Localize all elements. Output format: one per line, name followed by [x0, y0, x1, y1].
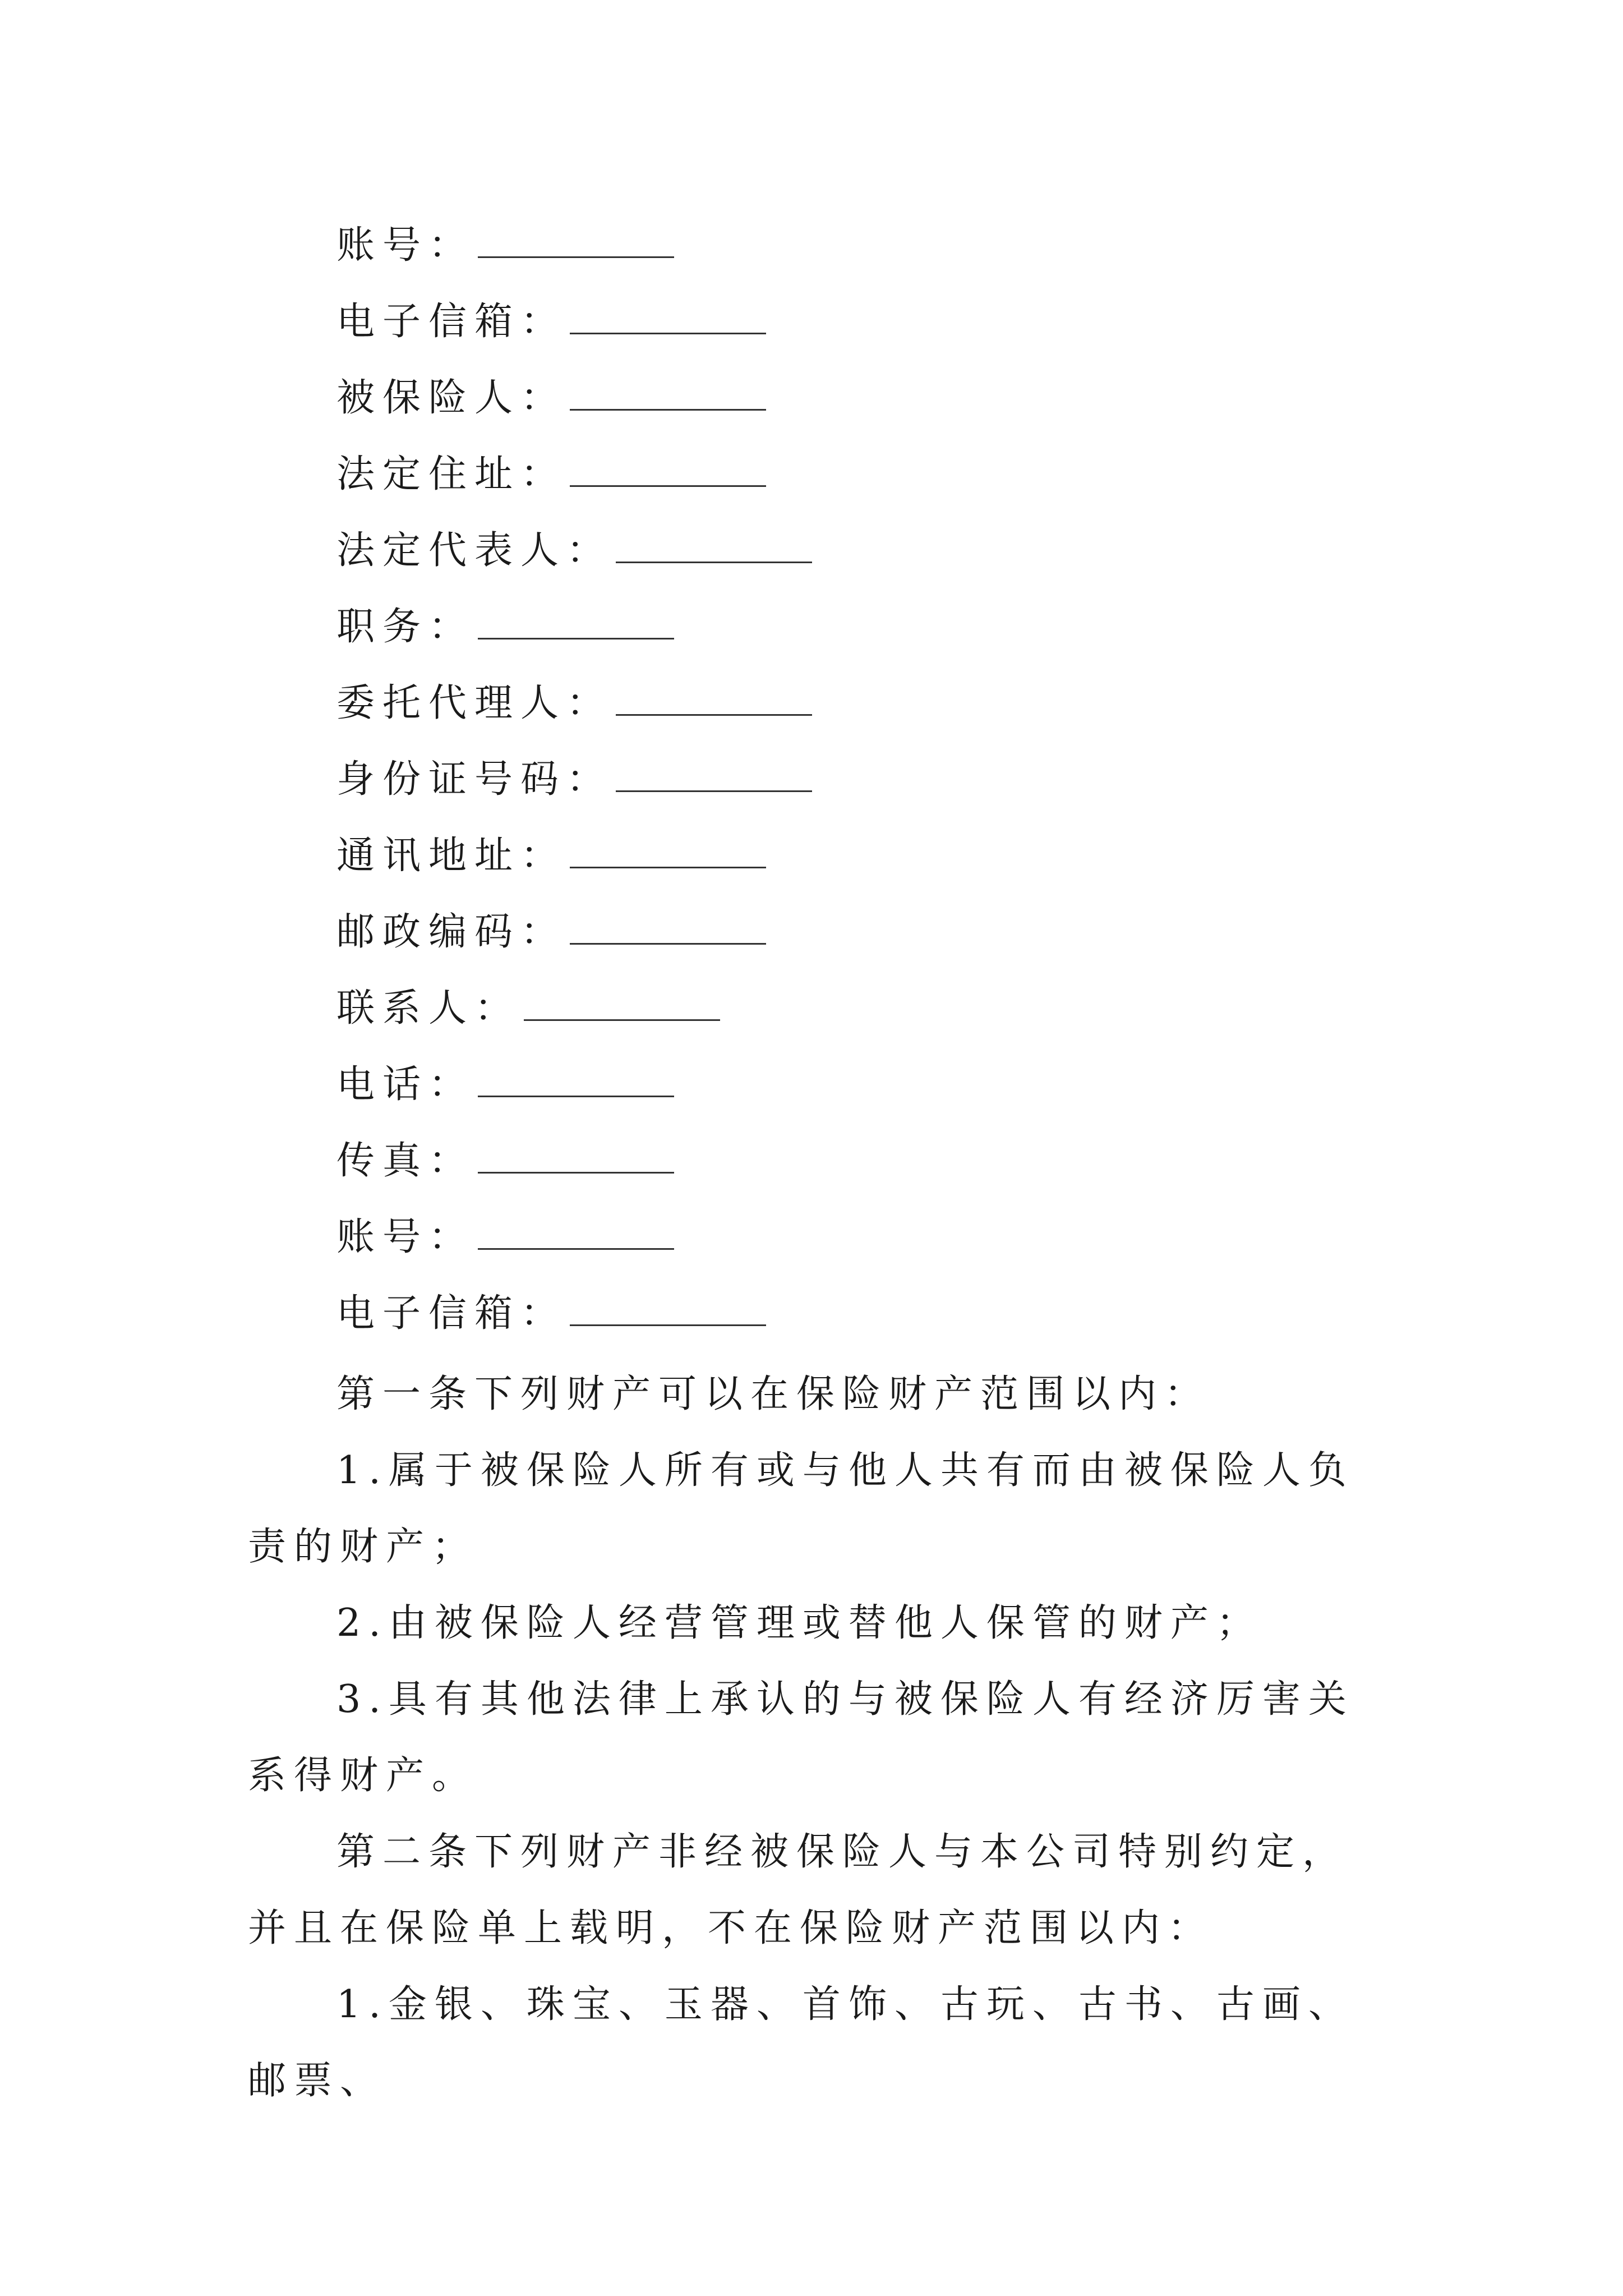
field-id-number: [336, 757, 812, 802]
field-label: 电子信箱：: [336, 300, 567, 344]
fill-in-blank[interactable]: [570, 301, 766, 334]
fill-in-blank[interactable]: [570, 912, 766, 945]
field-account: [336, 223, 674, 268]
fill-in-blank[interactable]: [478, 1064, 674, 1097]
field-authorized-agent: [336, 681, 812, 726]
field-position: [336, 605, 674, 650]
field-legal-representative: [336, 528, 812, 573]
fill-in-blank[interactable]: [616, 530, 812, 563]
fill-in-blank[interactable]: [616, 759, 812, 792]
fill-in-blank[interactable]: [478, 606, 674, 639]
clause-1-item-2: 2.由被保险人经营管理或替他人保管的财产；: [336, 1601, 1262, 1645]
field-label: 传真：: [336, 1139, 475, 1183]
fill-in-blank[interactable]: [478, 1217, 674, 1250]
field-label: 身份证号码：: [336, 757, 613, 802]
field-legal-address: [336, 452, 766, 497]
field-email: [336, 300, 766, 344]
field-mailing-address: [336, 834, 766, 878]
fill-in-blank[interactable]: [616, 683, 812, 716]
fill-in-blank[interactable]: [478, 225, 674, 258]
field-insured: [336, 376, 766, 421]
fill-in-blank[interactable]: [570, 1293, 766, 1326]
fill-in-blank[interactable]: [570, 378, 766, 411]
field-label: 电话：: [336, 1062, 475, 1107]
field-label: 电子信箱：: [336, 1291, 567, 1336]
clause-2-heading: 第二条下列财产非经被保险人与本公司特别约定，并且在保险单上载明，不在保险财产范围以内：: [248, 1830, 1349, 1950]
clause-2-item-1: 1.金银、珠宝、玉器、首饰、古玩、古书、古画、邮票、: [248, 1982, 1354, 2103]
field-label: 联系人：: [336, 986, 521, 1030]
field-account-2: [336, 1215, 674, 1260]
field-label: 法定代表人：: [336, 528, 613, 573]
fill-in-blank[interactable]: [478, 1140, 674, 1174]
field-label: 职务：: [336, 605, 475, 649]
fill-in-blank[interactable]: [524, 988, 720, 1021]
field-label: 账号：: [336, 1215, 475, 1259]
field-postal-code: [336, 910, 766, 955]
field-label: 委托代理人：: [336, 681, 613, 725]
fill-in-blank[interactable]: [570, 835, 766, 868]
clause-1-item-1: 1.属于被保险人所有或与他人共有而由被保险人负责的财产；: [248, 1448, 1354, 1569]
field-label: 被保险人：: [336, 376, 567, 420]
field-fax: [336, 1139, 674, 1184]
field-label: 账号：: [336, 223, 475, 268]
field-label: 通讯地址：: [336, 834, 567, 878]
field-label: 法定住址：: [336, 452, 567, 496]
field-contact-person: [336, 986, 720, 1031]
clause-1-heading: 第一条下列财产可以在保险财产范围以内：: [336, 1372, 1211, 1416]
clause-1-item-3: 3.具有其他法律上承认的与被保险人有经济厉害关系得财产。: [248, 1677, 1354, 1798]
fill-in-blank[interactable]: [570, 454, 766, 487]
field-phone: [336, 1062, 674, 1107]
field-email-2: [336, 1291, 766, 1336]
field-label: 邮政编码：: [336, 910, 567, 954]
